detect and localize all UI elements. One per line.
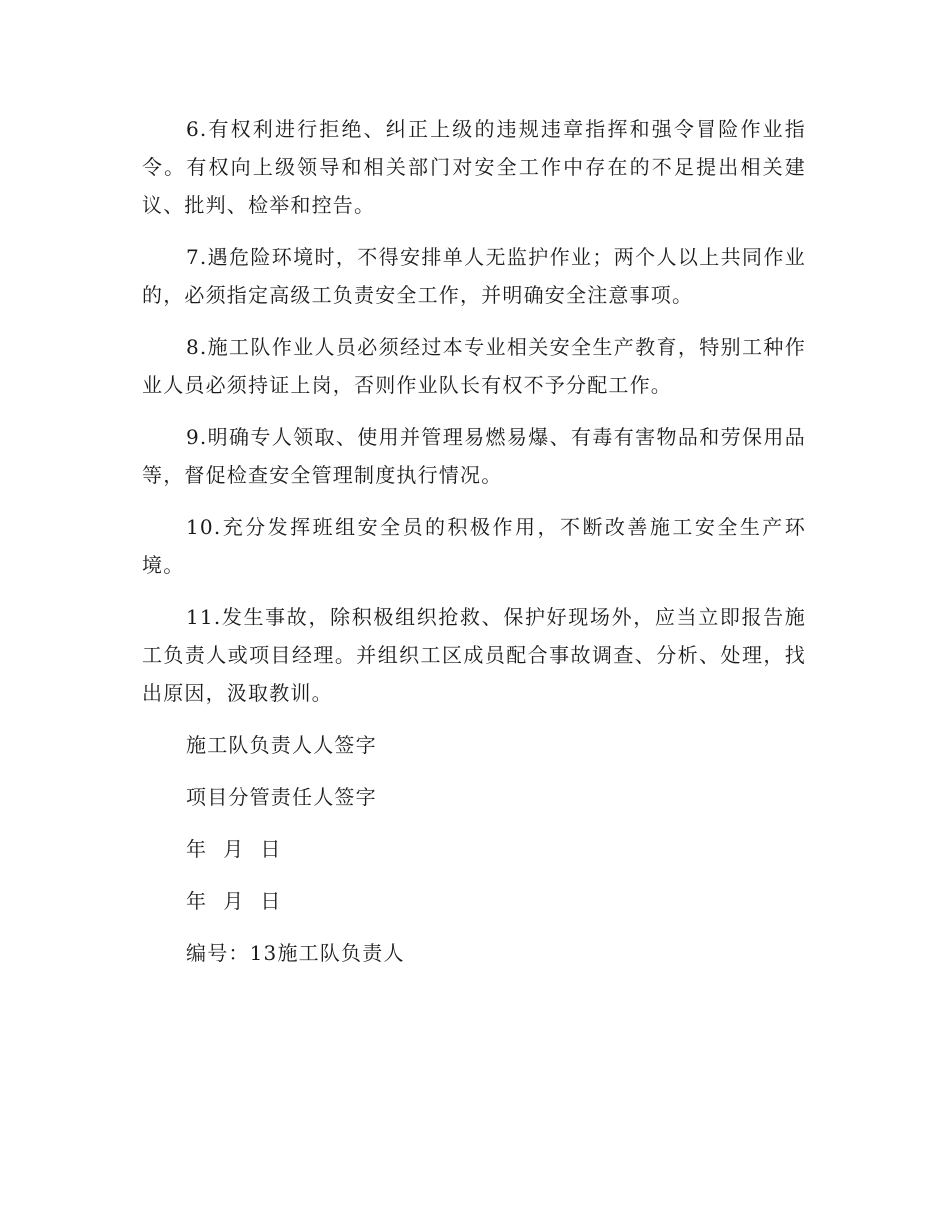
document-number: 编号：13施工队负责人 <box>186 941 405 965</box>
clause-7: 7.遇危险环境时，不得安排单人无监护作业；两个人以上共同作业的，必须指定高级工负责安全工作，并明确安全注意事项。 <box>142 245 806 307</box>
date-day-label: 日 <box>260 837 282 861</box>
date-year-label: 年 <box>186 889 208 913</box>
clause-6: 6.有权利进行拒绝、纠正上级的违规违章指挥和强令冒险作业指令。有权向上级领导和相关部门对安全工作中存在的不足提出相关建议、批判、检举和控告。 <box>142 117 806 217</box>
document-body <box>142 110 806 986</box>
team-leader-signature-label: 施工队负责人人签字 <box>186 733 377 757</box>
clause-11: 11.发生事故，除积极组织抢救、保护好现场外，应当立即报告施工负责人或项目经理。并组织工区成员配合事故调查、分析、处理，找出原因，汲取教训。 <box>142 605 806 705</box>
date-day-label: 日 <box>260 889 282 913</box>
project-manager-signature-label: 项目分管责任人签字 <box>186 785 377 809</box>
date-year-label: 年 <box>186 837 208 861</box>
clause-10: 10.充分发挥班组安全员的积极作用，不断改善施工安全生产环境。 <box>142 515 806 577</box>
clause-8: 8.施工队作业人员必须经过本专业相关安全生产教育，特别工种作业人员必须持证上岗，否则作业队长有权不予分配工作。 <box>142 335 806 397</box>
date-month-label: 月 <box>223 889 245 913</box>
date-month-label: 月 <box>223 837 245 861</box>
date-line-1 <box>142 830 806 868</box>
date-line-2 <box>142 882 806 920</box>
clause-9: 9.明确专人领取、使用并管理易燃易爆、有毒有害物品和劳保用品等，督促检查安全管理制度执行情况。 <box>142 425 806 487</box>
